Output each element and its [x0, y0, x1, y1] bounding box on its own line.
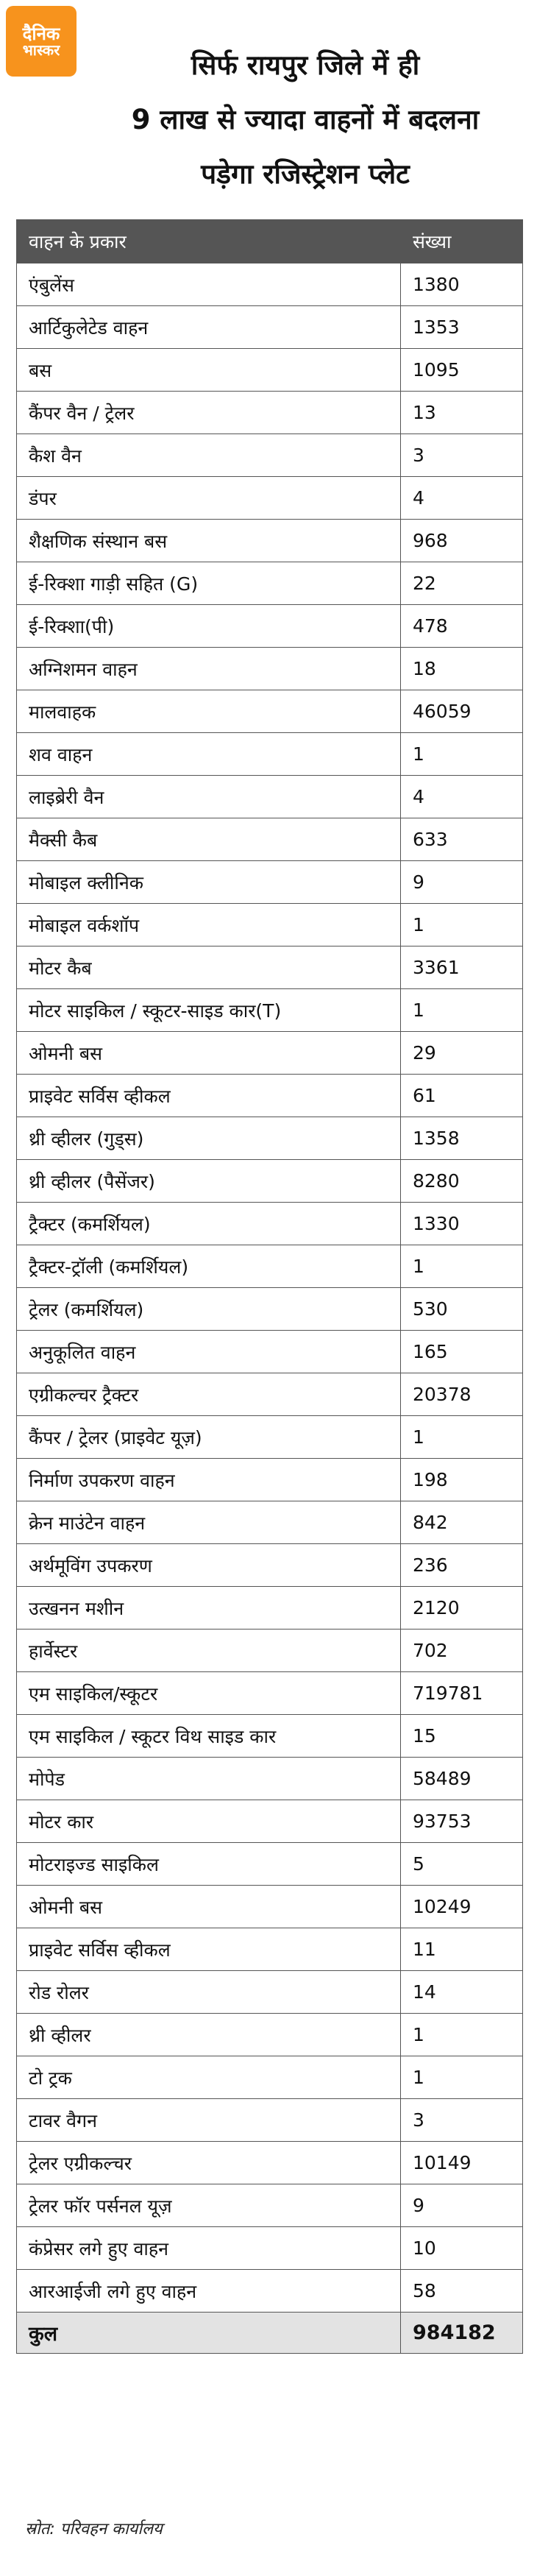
vehicle-count-cell: 9 [401, 861, 523, 904]
table-row [17, 2142, 523, 2184]
table-row [17, 392, 523, 434]
vehicle-count-cell: 1330 [401, 1203, 523, 1245]
vehicle-count-cell: 15 [401, 1715, 523, 1758]
table-row [17, 1245, 523, 1288]
vehicle-count-cell: 2120 [401, 1587, 523, 1630]
brand-logo [6, 6, 77, 77]
vehicle-type-cell: थ्री व्हीलर (गुड्स) [17, 1117, 401, 1160]
table-row [17, 776, 523, 818]
vehicle-count-cell: 236 [401, 1544, 523, 1587]
vehicle-count-cell: 4 [401, 477, 523, 520]
table-row [17, 1715, 523, 1758]
vehicle-type-cell: ई-रिक्शा गाड़ी सहित (G) [17, 562, 401, 605]
vehicle-type-cell: ई-रिक्शा(पी) [17, 605, 401, 648]
column-header-count: संख्या [401, 220, 523, 263]
table-row [17, 690, 523, 733]
table-row [17, 1373, 523, 1416]
vehicle-type-cell: शैक्षणिक संस्थान बस [17, 520, 401, 562]
vehicle-count-cell: 1 [401, 2014, 523, 2056]
vehicle-type-cell: मोपेड [17, 1758, 401, 1800]
table-row [17, 1501, 523, 1544]
table-row [17, 733, 523, 776]
title-line-2: 9 लाख से ज्यादा वाहनों में बदलना [131, 104, 480, 135]
vehicle-type-cell: ओमनी बस [17, 1886, 401, 1928]
vehicle-type-cell: मोटर साइकिल / स्कूटर-साइड कार(T) [17, 989, 401, 1032]
vehicle-count-cell: 3 [401, 434, 523, 477]
table-row [17, 2227, 523, 2270]
vehicle-type-cell: एग्रीकल्चर ट्रैक्टर [17, 1373, 401, 1416]
vehicle-table-container [16, 219, 522, 2354]
vehicle-type-cell: मोटर कार [17, 1800, 401, 1843]
table-header-row [17, 220, 523, 263]
vehicle-count-cell: 198 [401, 1459, 523, 1501]
table-row [17, 1544, 523, 1587]
vehicle-count-cell: 633 [401, 818, 523, 861]
vehicle-count-cell: 13 [401, 392, 523, 434]
vehicle-count-cell: 20378 [401, 1373, 523, 1416]
total-row [17, 2313, 523, 2354]
table-row [17, 2270, 523, 2313]
vehicle-count-cell: 5 [401, 1843, 523, 1886]
vehicle-count-cell: 14 [401, 1971, 523, 2014]
vehicle-count-cell: 3361 [401, 946, 523, 989]
title-line-1: सिर्फ रायपुर जिले में ही [191, 49, 420, 81]
table-row [17, 648, 523, 690]
vehicle-type-cell: एंबुलेंस [17, 263, 401, 306]
vehicle-count-cell: 165 [401, 1331, 523, 1373]
table-row [17, 904, 523, 946]
vehicle-type-cell: थ्री व्हीलर (पैसेंजर) [17, 1160, 401, 1203]
logo-line-2: भास्कर [22, 41, 60, 60]
vehicle-type-cell: ट्रैक्टर-ट्रॉली (कमर्शियल) [17, 1245, 401, 1288]
vehicle-type-cell: थ्री व्हीलर [17, 2014, 401, 2056]
table-row [17, 818, 523, 861]
vehicle-type-cell: उत्खनन मशीन [17, 1587, 401, 1630]
vehicle-type-cell: प्राइवेट सर्विस व्हीकल [17, 1075, 401, 1117]
vehicle-type-cell: डंपर [17, 477, 401, 520]
vehicle-type-cell: अग्निशमन वाहन [17, 648, 401, 690]
vehicle-count-cell: 46059 [401, 690, 523, 733]
table-row [17, 434, 523, 477]
table-row [17, 605, 523, 648]
vehicle-count-cell: 719781 [401, 1672, 523, 1715]
table-row [17, 2184, 523, 2227]
vehicle-type-cell: हार्वेस्टर [17, 1630, 401, 1672]
table-row [17, 1758, 523, 1800]
title-line-3: पड़ेगा रजिस्ट्रेशन प्लेट [201, 158, 410, 190]
table-body [17, 263, 523, 2313]
total-value: 984182 [401, 2313, 523, 2354]
vehicle-count-cell: 1 [401, 989, 523, 1032]
table-row [17, 1928, 523, 1971]
table-row [17, 477, 523, 520]
vehicle-type-cell: प्राइवेट सर्विस व्हीकल [17, 1928, 401, 1971]
vehicle-count-cell: 702 [401, 1630, 523, 1672]
vehicle-count-cell: 58489 [401, 1758, 523, 1800]
table-row [17, 1843, 523, 1886]
vehicle-count-cell: 61 [401, 1075, 523, 1117]
table-row [17, 349, 523, 392]
table-row [17, 1800, 523, 1843]
vehicle-type-cell: ट्रेलर फॉर पर्सनल यूज़ [17, 2184, 401, 2227]
vehicle-count-cell: 11 [401, 1928, 523, 1971]
vehicle-type-cell: लाइब्रेरी वैन [17, 776, 401, 818]
table-row [17, 2099, 523, 2142]
table-row [17, 1971, 523, 2014]
vehicle-type-cell: आरआईजी लगे हुए वाहन [17, 2270, 401, 2313]
table-row [17, 520, 523, 562]
vehicle-count-cell: 1 [401, 1245, 523, 1288]
table-row [17, 1587, 523, 1630]
vehicle-type-cell: ओमनी बस [17, 1032, 401, 1075]
page-title [81, 38, 530, 202]
header [0, 0, 537, 215]
table-row [17, 1630, 523, 1672]
vehicle-count-cell: 22 [401, 562, 523, 605]
vehicle-count-cell: 1380 [401, 263, 523, 306]
table-row [17, 1459, 523, 1501]
vehicle-type-cell: कैंपर वैन / ट्रेलर [17, 392, 401, 434]
vehicle-type-cell: ट्रेलर (कमर्शियल) [17, 1288, 401, 1331]
table-row [17, 1075, 523, 1117]
vehicle-count-cell: 1353 [401, 306, 523, 349]
vehicle-count-cell: 1 [401, 1416, 523, 1459]
vehicle-type-cell: ट्रेलर एग्रीकल्चर [17, 2142, 401, 2184]
vehicle-count-cell: 18 [401, 648, 523, 690]
total-label: कुल [17, 2313, 401, 2354]
vehicle-type-cell: मोटराइज्ड साइकिल [17, 1843, 401, 1886]
vehicle-type-cell: मोबाइल वर्कशॉप [17, 904, 401, 946]
table-row [17, 562, 523, 605]
vehicle-type-cell: टो ट्रक [17, 2056, 401, 2099]
vehicle-count-cell: 968 [401, 520, 523, 562]
vehicle-type-cell: कैंपर / ट्रेलर (प्राइवेट यूज़) [17, 1416, 401, 1459]
vehicle-type-cell: निर्माण उपकरण वाहन [17, 1459, 401, 1501]
table-row [17, 946, 523, 989]
table-row [17, 1416, 523, 1459]
vehicle-type-cell: मोबाइल क्लीनिक [17, 861, 401, 904]
table-row [17, 1672, 523, 1715]
vehicle-type-cell: आर्टिकुलेटेड वाहन [17, 306, 401, 349]
vehicle-type-cell: एम साइकिल/स्कूटर [17, 1672, 401, 1715]
table-row [17, 2056, 523, 2099]
table-row [17, 1203, 523, 1245]
table-row [17, 306, 523, 349]
vehicle-type-cell: शव वाहन [17, 733, 401, 776]
vehicle-type-cell: मैक्सी कैब [17, 818, 401, 861]
vehicle-type-cell: बस [17, 349, 401, 392]
vehicle-count-cell: 93753 [401, 1800, 523, 1843]
vehicle-type-cell: अर्थमूविंग उपकरण [17, 1544, 401, 1587]
vehicle-type-cell: एम साइकिल / स्कूटर विथ साइड कार [17, 1715, 401, 1758]
vehicle-count-cell: 1095 [401, 349, 523, 392]
vehicle-count-cell: 10149 [401, 2142, 523, 2184]
table-row [17, 1032, 523, 1075]
vehicle-count-cell: 530 [401, 1288, 523, 1331]
vehicle-type-cell: अनुकूलित वाहन [17, 1331, 401, 1373]
logo-line-1: दैनिक [22, 22, 60, 44]
vehicle-type-cell: टावर वैगन [17, 2099, 401, 2142]
column-header-type: वाहन के प्रकार [17, 220, 401, 263]
vehicle-count-cell: 1358 [401, 1117, 523, 1160]
table-row [17, 861, 523, 904]
vehicle-count-cell: 842 [401, 1501, 523, 1544]
vehicle-count-cell: 478 [401, 605, 523, 648]
vehicle-type-cell: रोड रोलर [17, 1971, 401, 2014]
source-note: स्रोत: परिवहन कार्यालय [25, 2520, 163, 2538]
table-row [17, 989, 523, 1032]
vehicle-type-cell: कैश वैन [17, 434, 401, 477]
table-row [17, 2014, 523, 2056]
vehicle-count-cell: 4 [401, 776, 523, 818]
table-row [17, 1288, 523, 1331]
vehicle-type-cell: कंप्रेसर लगे हुए वाहन [17, 2227, 401, 2270]
vehicle-count-cell: 8280 [401, 1160, 523, 1203]
vehicle-type-cell: मोटर कैब [17, 946, 401, 989]
vehicle-count-cell: 29 [401, 1032, 523, 1075]
vehicle-count-cell: 9 [401, 2184, 523, 2227]
table-row [17, 1331, 523, 1373]
vehicle-count-cell: 10249 [401, 1886, 523, 1928]
vehicle-table [16, 219, 523, 2354]
vehicle-count-cell: 3 [401, 2099, 523, 2142]
vehicle-count-cell: 1 [401, 904, 523, 946]
vehicle-count-cell: 58 [401, 2270, 523, 2313]
vehicle-type-cell: मालवाहक [17, 690, 401, 733]
vehicle-count-cell: 10 [401, 2227, 523, 2270]
table-row [17, 1117, 523, 1160]
table-row [17, 263, 523, 306]
vehicle-count-cell: 1 [401, 2056, 523, 2099]
table-row [17, 1886, 523, 1928]
vehicle-count-cell: 1 [401, 733, 523, 776]
vehicle-type-cell: ट्रैक्टर (कमर्शियल) [17, 1203, 401, 1245]
table-row [17, 1160, 523, 1203]
vehicle-type-cell: क्रेन माउंटेन वाहन [17, 1501, 401, 1544]
